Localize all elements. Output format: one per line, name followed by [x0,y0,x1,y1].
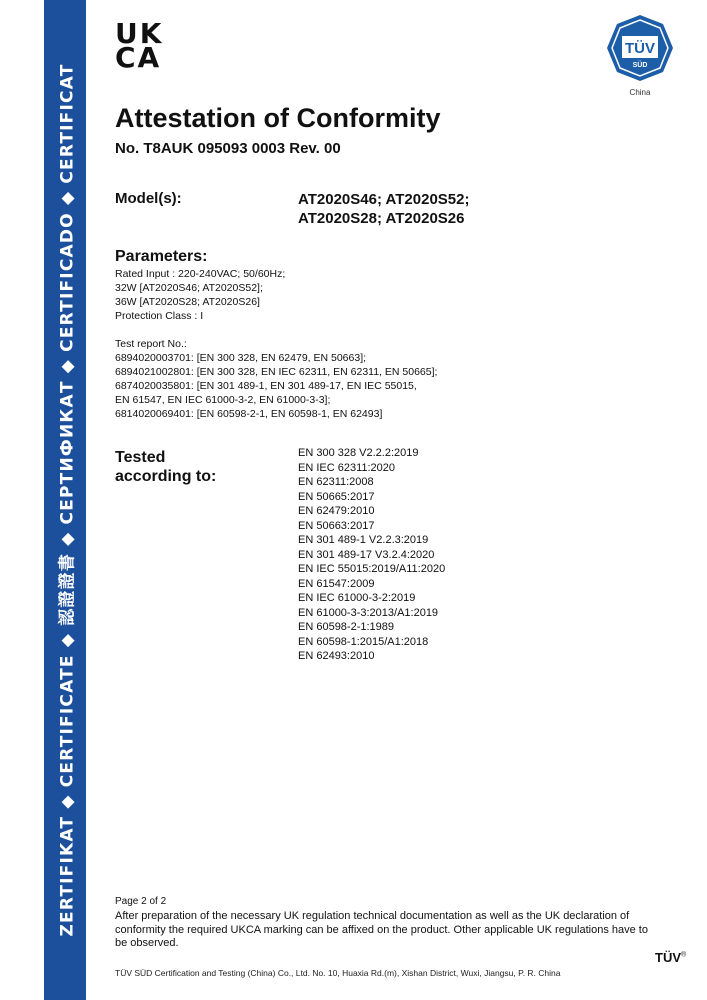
footer-note: After preparation of the necessary UK regulation technical documentation as well as the UK declaration of conformity the required UKCA marking can be affixed on the product. Other applicable UK regulations have to be observed. [115,910,648,949]
company-address: TÜV SÜD Certification and Testing (China) Co., Ltd. No. 10, Huaxia Rd.(m), Xishan District, Wuxi, Jiangsu, P. R. China [115,968,561,978]
models-value [298,190,469,228]
model-line: AT2020S46; AT2020S52; [298,191,470,208]
parameter-line: Protection Class : I [115,310,204,322]
standard-item: EN IEC 61000-3-2:2019 [298,592,416,604]
tuv-wordmark [655,950,686,965]
standard-item: EN 61000-3-3:2013/A1:2019 [298,606,439,619]
standard-item: EN 300 328 V2.2.2:2019 [298,447,419,459]
parameter-line: 32W [AT2020S46; AT2020S52]; [115,282,263,294]
standard-item: EN 60598-2-1:1989 [298,621,395,633]
tested-label [115,448,216,486]
band-text: ZERTIFIKAT ◆ CERTIFICATE ◆ 認證證書 ◆ СЕРТИФИКАТ ◆ CERTIFICADO ◆ CERTIFICAT [57,63,78,937]
page-title: Attestation of Conformity [115,103,441,133]
page-number: Page 2 of 2 [115,896,167,907]
test-report-line: 6894021002801: [EN 300 328, EN IEC 62311, EN 62311, EN 50665]; [115,366,438,378]
test-reports-heading: Test report No.: [115,338,187,350]
test-report-line: 6894020003701: [EN 300 328, EN 62479, EN 50663]; [115,352,367,364]
standard-item: EN 61547:2009 [298,577,375,590]
logo-location: China [629,88,651,97]
standard-item: EN IEC 55015:2019/A11:2020 [298,563,446,575]
models-label: Model(s): [115,190,182,207]
parameters-heading: Parameters: [115,248,208,265]
logo-text: TÜV [625,40,655,57]
parameter-line: 36W [AT2020S28; AT2020S26] [115,296,260,308]
logo-sub: SÜD [632,62,648,69]
parameters-list [115,267,285,323]
model-line: AT2020S28; AT2020S26 [298,210,465,227]
standard-item: EN 301 489-17 V3.2.4:2020 [298,548,435,561]
certificate-number: No. T8AUK 095093 0003 Rev. 00 [115,140,341,157]
test-report-line: 6814020069401: [EN 60598-2-1, EN 60598-1, EN 62493] [115,408,383,420]
standard-item: EN 60598-1:2015/A1:2018 [298,635,429,648]
tested-label-line: Tested [115,449,166,466]
certificate-side-band [44,0,86,1000]
test-report-line: 6874020035801: [EN 301 489-1, EN 301 489-17, EN IEC 55015, [115,380,417,392]
test-reports [115,337,437,421]
ukca-line1: UK [115,17,164,50]
registered-mark: ® [681,951,687,959]
ukca-mark [115,17,165,74]
tuv-wordmark-text: TÜV [655,950,681,965]
standard-item: EN 50663:2017 [298,519,375,532]
tested-label-line: according to: [115,468,217,485]
standard-item: EN 50665:2017 [298,490,375,503]
standard-item: EN 62479:2010 [298,505,375,517]
standard-item: EN IEC 62311:2020 [298,461,396,474]
standard-item: EN 62311:2008 [298,476,374,488]
test-report-line: EN 61547, EN IEC 61000-3-2, EN 61000-3-3]; [115,394,331,406]
standard-item: EN 301 489-1 V2.2.3:2019 [298,534,429,546]
ukca-line2: CA [115,41,162,74]
standard-item: EN 62493:2010 [298,650,375,662]
standards-list [298,446,445,664]
parameter-line: Rated Input : 220-240VAC; 50/60Hz; [115,268,286,280]
tuv-logo [606,14,674,82]
